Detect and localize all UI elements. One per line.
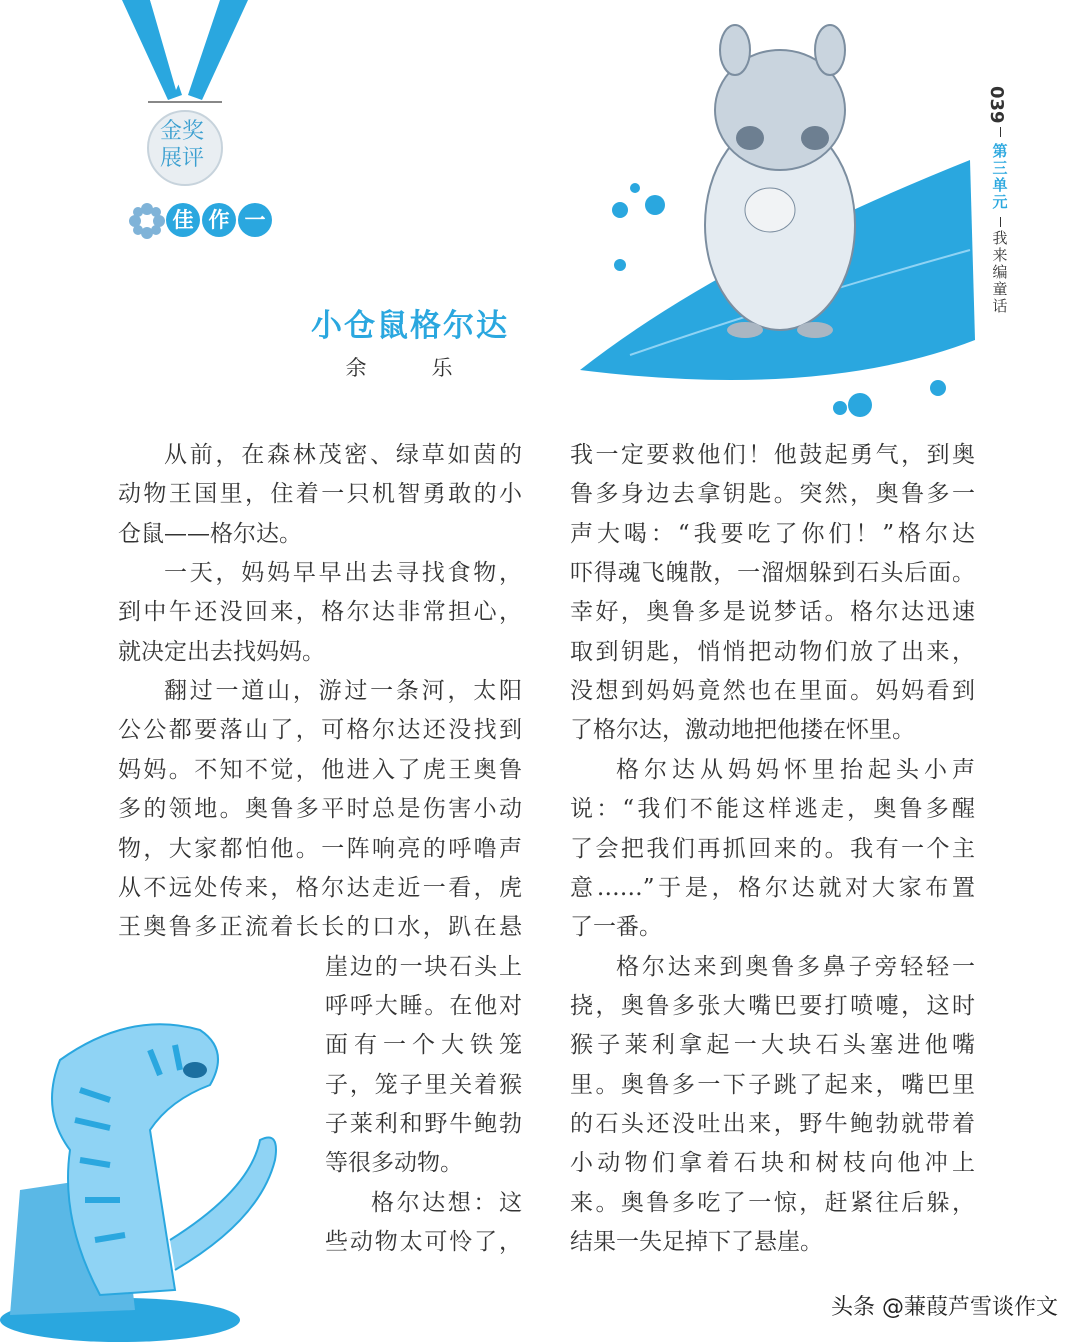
text-line: 等很多动物。 (325, 1150, 463, 1177)
text-line: 小动物们拿着石块和树枝向他冲上 (570, 1150, 975, 1177)
page-side-label (988, 86, 1012, 315)
text-line: 到中午还没回来，格尔达非常担心， (118, 599, 522, 626)
section-badge-char: 作 (202, 203, 236, 237)
text-line: 取到钥匙，悄悄把动物们放了出来， (570, 638, 975, 665)
topic-label: 我来编童话 (992, 228, 1008, 315)
article-author: 余 乐 (345, 356, 475, 380)
text-line: 挠，奥鲁多张大嘴巴要打喷嚏，这时 (570, 992, 975, 1019)
text-line: 公公都要落山了，可格尔达还没找到 (118, 717, 522, 744)
text-line: 从不远处传来，格尔达走近一看，虎 (118, 874, 522, 901)
text-line: 仓鼠——格尔达。 (118, 520, 302, 547)
unit-label: 第三单元 (992, 141, 1008, 211)
text-line: 格尔达从妈妈怀里抬起头小声 (616, 756, 975, 783)
text-line: 的石头还没吐出来，野牛鲍勃就带着 (570, 1110, 975, 1137)
tiger-illustration (0, 990, 320, 1342)
text-line: 子莱利和野牛鲍勃 (325, 1110, 522, 1137)
watermark: 头条 @蒹葭芦雪谈作文 (831, 1295, 1058, 1320)
text-line: 就决定出去找妈妈。 (118, 638, 325, 665)
text-line: 说：“我们不能这样逃走，奥鲁多醒 (570, 796, 975, 823)
text-line: 里。奥鲁多一下子跳了起来，嘴巴里 (570, 1071, 975, 1098)
text-line: 翻过一道山，游过一条河，太阳 (164, 678, 522, 705)
text-line: 幸好，奥鲁多是说梦话。格尔达迅速 (570, 599, 975, 626)
text-line: 物，大家都怕他。一阵响亮的呼噜声 (118, 835, 522, 862)
text-line: 妈妈。不知不觉，他进入了虎王奥鲁 (118, 756, 522, 783)
text-line: 多的领地。奥鲁多平时总是伤害小动 (118, 796, 522, 823)
text-line: 声大喝：“我要吃了你们！”格尔达 (570, 520, 975, 547)
section-badge-char: 一 (238, 203, 272, 237)
text-line: 意……”于是，格尔达就对大家布置 (570, 874, 975, 901)
text-line: 面有一个大铁笼 (325, 1032, 522, 1059)
section-badge-char: 佳 (166, 203, 200, 237)
text-line: 结果一失足掉下了悬崖。 (570, 1229, 823, 1255)
text-line: 了一番。 (570, 914, 662, 941)
divider (1000, 217, 1001, 227)
page-number: 039 (986, 86, 1007, 124)
text-line: 王奥鲁多正流着长长的口水，趴在悬 (118, 914, 522, 941)
text-line: 些动物太可怜了， (325, 1229, 522, 1255)
text-line: 鲁多身边去拿钥匙。突然，奥鲁多一 (570, 481, 975, 508)
medal-label: 金奖展评 (159, 119, 204, 171)
text-line: 一天，妈妈早早出去寻找食物， (164, 560, 522, 587)
text-line: 我一定要救他们！他鼓起勇气，到奥 (570, 442, 975, 468)
text-line: 子，笼子里关着猴 (325, 1071, 522, 1098)
text-line: 格尔达想：这 (371, 1189, 522, 1216)
text-line: 了格尔达，激动地把他搂在怀里。 (570, 717, 915, 744)
text-line: 来。奥鲁多吃了一惊，赶紧往后躲， (570, 1189, 975, 1216)
text-line: 呼呼大睡。在他对 (325, 992, 522, 1019)
text-line: 格尔达来到奥鲁多鼻子旁轻轻一 (616, 953, 975, 980)
flower-icon (128, 202, 166, 240)
text-line: 吓得魂飞魄散，一溜烟躲到石头后面。 (570, 560, 975, 587)
article-title: 小仓鼠格尔达 (311, 308, 509, 344)
text-line: 没想到妈妈竟然也在里面。妈妈看到 (570, 678, 975, 705)
text-line: 猴子莱利拿起一大块石头塞进他嘴 (570, 1032, 975, 1059)
text-line: 从前，在森林茂密、绿草如茵的 (164, 442, 522, 468)
text-line: 动物王国里，住着一只机智勇敢的小 (118, 481, 522, 508)
divider (1000, 127, 1001, 137)
text-line: 崖边的一块石头上 (325, 953, 522, 980)
text-line: 了会把我们再抓回来的。我有一个主 (570, 835, 975, 862)
